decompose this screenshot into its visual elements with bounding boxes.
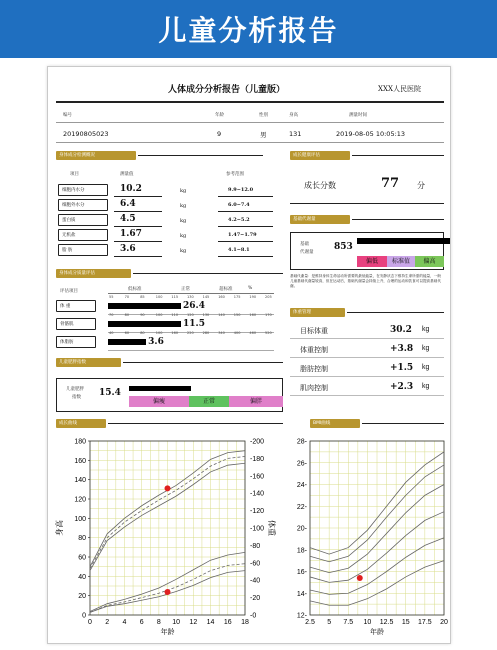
mf-scale-tick: 205 bbox=[265, 295, 272, 299]
mf-scale-tick: 120 bbox=[187, 313, 194, 317]
bc-row-range: 9.9~12.0 bbox=[228, 187, 254, 193]
y-tick-label: 18- bbox=[296, 547, 307, 555]
wm-row-unit: kg bbox=[422, 383, 430, 390]
wm-row-value: +1.5 bbox=[390, 363, 414, 373]
info-divider-2 bbox=[56, 142, 444, 143]
mf-scale-tick: 115 bbox=[171, 295, 179, 299]
y-right-tick-label: -180 bbox=[250, 455, 265, 463]
mf-scale-tick: 80 bbox=[124, 313, 130, 317]
obesity-level-bar bbox=[129, 386, 191, 391]
x-tick-label: 17.5 bbox=[418, 619, 432, 626]
mf-scale-tick: 175 bbox=[233, 295, 241, 299]
y-right-axis-label: 体重 bbox=[267, 520, 276, 536]
y-left-axis-label: 身高 bbox=[55, 520, 64, 536]
bc-col-reference: 参考范围 bbox=[226, 172, 244, 177]
info-value-sex: 男 bbox=[260, 131, 267, 139]
obesity-header: 儿童肥胖指数 bbox=[56, 358, 121, 367]
mf-scale-tick: 150 bbox=[233, 313, 241, 317]
banner-title: 儿童分析报告 bbox=[158, 14, 339, 47]
bc-row-underline bbox=[114, 196, 162, 197]
y-left-tick-label: 180 bbox=[74, 438, 86, 446]
bmr-chip-low: 偏低 bbox=[357, 256, 387, 267]
info-label-time: 测量时间 bbox=[349, 113, 367, 118]
section-rule bbox=[352, 219, 444, 220]
x-tick-label: 2 bbox=[105, 619, 110, 626]
section-rule bbox=[108, 423, 283, 424]
y-right-tick-label: -40 bbox=[250, 577, 261, 585]
mf-scale-tick: 190 bbox=[249, 295, 257, 299]
bmr-note: 基础代谢量：是维持身体生命活动所需要的最低能量，在安静状态下维持生命所需的能量，一般儿童基础代谢量较高，但在运动后，基础代谢量会持续上升，合理的运动和饮食可以提高基础代谢。 bbox=[290, 274, 441, 288]
mf-scale-tick: 70 bbox=[109, 313, 114, 317]
x-tick-label: 2.5 bbox=[305, 619, 315, 626]
bc-row-range-underline bbox=[218, 226, 273, 227]
wm-row-unit: kg bbox=[422, 326, 430, 333]
y-right-tick-label: -160 bbox=[250, 473, 265, 481]
mf-scale-tick: 40 bbox=[109, 331, 114, 335]
bmi-chart-header: BMI曲线 bbox=[310, 419, 360, 428]
x-axis-label: 年龄 bbox=[370, 629, 384, 636]
x-tick-label: 20 bbox=[440, 619, 448, 626]
mf-scale-tick: 100 bbox=[155, 295, 163, 299]
muscle-fat-header: 身体成分质量评估 bbox=[56, 269, 131, 278]
obesity-chip-fat: 偏胖 bbox=[229, 396, 283, 407]
bc-row-range-underline bbox=[218, 256, 273, 257]
bc-row-value: 1.67 bbox=[120, 229, 142, 239]
mf-scale-tick: 55 bbox=[109, 295, 114, 299]
info-value-age: 9 bbox=[217, 130, 222, 138]
x-tick-label: 10 bbox=[172, 619, 181, 626]
mf-scale-tick: 130 bbox=[187, 295, 194, 299]
bc-row-label: 蛋白质 bbox=[58, 214, 108, 226]
y-left-tick-label: 20 bbox=[78, 593, 86, 601]
bc-row-unit: kg bbox=[180, 233, 187, 239]
x-tick-label: 0 bbox=[88, 619, 92, 626]
mf-row-value: 26.4 bbox=[183, 301, 205, 311]
body-composition-header: 身体成分检测概况 bbox=[56, 151, 136, 160]
obesity-value: 15.4 bbox=[99, 388, 121, 398]
x-axis-label: 年龄 bbox=[160, 629, 175, 636]
x-tick-label: 8 bbox=[156, 619, 161, 626]
growth-score-unit: 分 bbox=[417, 181, 425, 190]
growth-score-value: 77 bbox=[381, 176, 400, 191]
x-tick-label: 4 bbox=[122, 619, 127, 626]
y-right-tick-label: -80 bbox=[250, 542, 261, 550]
y-left-tick-label: 100 bbox=[74, 515, 86, 523]
obesity-box bbox=[56, 378, 283, 412]
mf-scale-tick: 170 bbox=[265, 313, 272, 317]
y-right-tick-label: -20 bbox=[250, 595, 261, 603]
child-point bbox=[165, 589, 171, 595]
bc-row-value: 6.4 bbox=[120, 199, 136, 209]
wm-row-value: +2.3 bbox=[390, 382, 414, 392]
section-rule bbox=[133, 273, 283, 274]
wm-row-rule bbox=[290, 376, 444, 377]
mf-row-label: 体脂肪 bbox=[56, 336, 96, 348]
section-rule bbox=[352, 155, 444, 156]
y-right-tick-label: -200 bbox=[250, 438, 265, 446]
y-left-tick-label: 160 bbox=[74, 457, 86, 465]
section-rule bbox=[362, 423, 444, 424]
x-tick-label: 6 bbox=[139, 619, 144, 626]
bc-row-range-underline bbox=[218, 241, 273, 242]
mf-scale-tick: 85 bbox=[140, 295, 145, 299]
y-tick-label: 28- bbox=[296, 438, 307, 446]
report-title: 人体成分分析报告（儿童版） bbox=[168, 85, 286, 95]
y-left-tick-label: 0 bbox=[82, 612, 86, 620]
y-right-tick-label: -60 bbox=[250, 560, 261, 568]
bc-row-range-underline bbox=[218, 211, 273, 212]
growth-score-label: 成长分数 bbox=[304, 181, 336, 190]
bc-row-range-underline bbox=[218, 196, 273, 197]
info-value-height: 131 bbox=[289, 130, 302, 138]
y-tick-label: 20- bbox=[296, 525, 307, 533]
bmi-chart bbox=[280, 433, 450, 644]
bmr-header: 基础代谢量 bbox=[290, 215, 350, 224]
mf-scale-tick: 60 bbox=[124, 331, 130, 335]
x-tick-label: 18 bbox=[241, 619, 249, 626]
bc-row-range: 6.0~7.4 bbox=[228, 202, 250, 208]
bc-col-measured: 测量值 bbox=[120, 172, 134, 177]
mf-scale-tick: 100 bbox=[155, 313, 163, 317]
child-point bbox=[357, 575, 363, 581]
bc-col-item: 项目 bbox=[70, 172, 79, 177]
x-tick-label: 12 bbox=[189, 619, 198, 626]
mf-scale-tick: 160 bbox=[171, 331, 179, 335]
wm-row-rule bbox=[290, 395, 444, 396]
mf-scale-tick: 70 bbox=[124, 295, 130, 299]
x-tick-label: 16 bbox=[223, 619, 232, 626]
hospital-name: XXX人民医院 bbox=[378, 85, 421, 93]
obesity-label-2: 指数 bbox=[72, 395, 81, 400]
mf-scale-tick: 460 bbox=[249, 331, 257, 335]
info-label-height: 身高 bbox=[289, 113, 298, 118]
mf-scale-tick: 130 bbox=[202, 313, 210, 317]
section-rule bbox=[123, 362, 283, 363]
mf-row-label: 骨骼肌 bbox=[56, 318, 96, 330]
wm-row-unit: kg bbox=[422, 345, 430, 352]
obesity-chip-thin: 偏瘦 bbox=[129, 396, 189, 407]
wm-row-label: 体重控制 bbox=[300, 346, 328, 354]
bc-row-value: 3.6 bbox=[120, 244, 136, 254]
y-right-tick-label: -140 bbox=[250, 490, 265, 498]
wm-row-rule bbox=[290, 338, 444, 339]
obesity-chip-normal: 正常 bbox=[189, 396, 229, 407]
bmr-label-2: 代谢量 bbox=[300, 250, 314, 255]
table-rule bbox=[108, 293, 274, 294]
mf-row-label: 体 重 bbox=[56, 300, 96, 312]
report-sheet bbox=[47, 66, 451, 644]
y-left-tick-label: 140 bbox=[74, 477, 86, 485]
mf-row-rule bbox=[108, 350, 274, 351]
y-tick-label: 26- bbox=[296, 460, 307, 468]
mf-scale-tick: 160 bbox=[249, 313, 257, 317]
bc-row-range: 4.2~5.2 bbox=[228, 217, 250, 223]
mf-scale-tick: 280 bbox=[202, 331, 210, 335]
y-tick-label: 24- bbox=[296, 482, 307, 489]
bc-row-label: 细胞外水分 bbox=[58, 199, 108, 211]
wm-row-label: 脂肪控制 bbox=[300, 365, 328, 373]
mf-level-bar bbox=[108, 321, 181, 327]
x-tick-label: 15 bbox=[401, 619, 410, 626]
mf-scale-tick: 520 bbox=[265, 331, 272, 335]
section-rule bbox=[138, 155, 263, 156]
bmr-chip-high: 偏高 bbox=[415, 256, 444, 267]
bc-row-label: 无机盐 bbox=[58, 229, 108, 241]
growth-chart bbox=[50, 433, 276, 644]
growth-score-header: 成长健康评估 bbox=[290, 151, 350, 160]
info-value-id: 20190805023 bbox=[63, 130, 109, 138]
x-tick-label: 10 bbox=[363, 619, 372, 626]
bc-row-range: 1.47~1.79 bbox=[228, 232, 257, 238]
growth-chart-header: 成长曲线 bbox=[56, 419, 106, 428]
y-tick-label: 22- bbox=[296, 503, 307, 511]
x-tick-label: 5 bbox=[327, 619, 332, 626]
mf-scale-tick: 100 bbox=[155, 331, 163, 335]
banner bbox=[0, 0, 497, 58]
bc-row-underline bbox=[114, 241, 162, 242]
bc-row-unit: kg bbox=[180, 203, 187, 209]
bc-row-value: 10.2 bbox=[120, 184, 142, 194]
wm-row-unit: kg bbox=[422, 364, 430, 371]
x-tick-label: 12.5 bbox=[379, 619, 394, 626]
section-rule bbox=[290, 203, 444, 204]
mf-scale-tick: 80 bbox=[140, 331, 145, 335]
info-value-time: 2019-08-05 10:05:13 bbox=[336, 130, 406, 138]
mf-level-bar bbox=[108, 339, 146, 345]
bc-row-underline bbox=[114, 226, 162, 227]
mf-row-value: 11.5 bbox=[183, 319, 205, 329]
mf-scale-tick: 340 bbox=[218, 331, 225, 335]
bc-row-unit: kg bbox=[180, 188, 187, 194]
weight-mgmt-header: 体重管理 bbox=[290, 308, 345, 317]
x-tick-label: 14 bbox=[206, 619, 215, 626]
mf-row-value: 3.6 bbox=[148, 337, 164, 347]
bmr-level-bar bbox=[357, 238, 451, 244]
info-label-age: 年龄 bbox=[215, 113, 224, 118]
x-tick-label: 7.5 bbox=[343, 619, 354, 626]
bc-row-underline bbox=[114, 211, 162, 212]
y-left-tick-label: 60 bbox=[78, 554, 86, 562]
mf-scale-tick: 400 bbox=[233, 331, 241, 335]
y-left-tick-label: 80 bbox=[78, 535, 86, 543]
bc-row-unit: kg bbox=[180, 248, 187, 254]
mf-level-bar bbox=[108, 303, 181, 309]
wm-row-value: 30.2 bbox=[390, 325, 412, 335]
mf-scale-tick: 145 bbox=[202, 295, 210, 299]
mf-scale-tick: 160 bbox=[218, 295, 225, 299]
section-rule bbox=[347, 312, 444, 313]
y-right-tick-label: -0 bbox=[250, 612, 257, 620]
bmr-label-1: 基础 bbox=[300, 242, 309, 247]
obesity-label-1: 儿童肥胖 bbox=[66, 387, 84, 392]
y-tick-label: 16- bbox=[296, 569, 307, 576]
y-left-tick-label: 120 bbox=[74, 496, 86, 504]
mf-scale-tick: 110 bbox=[171, 313, 179, 317]
mf-col-item: 评估项目 bbox=[60, 289, 78, 294]
bmr-chip-normal: 标准值 bbox=[387, 256, 415, 267]
y-right-tick-label: -100 bbox=[250, 525, 265, 533]
info-label-sex: 性别 bbox=[259, 113, 268, 118]
bc-row-unit: kg bbox=[180, 218, 187, 224]
info-divider bbox=[56, 122, 444, 123]
title-divider bbox=[56, 101, 444, 103]
wm-row-label: 肌肉控制 bbox=[300, 384, 328, 392]
mf-scale-tick: 140 bbox=[218, 313, 225, 317]
mf-scale-tick: 90 bbox=[140, 313, 145, 317]
mf-col-pct: % bbox=[248, 286, 253, 291]
bc-row-value: 4.5 bbox=[120, 214, 136, 224]
wm-row-value: +3.8 bbox=[390, 344, 414, 354]
y-tick-label: 12- bbox=[296, 612, 307, 620]
mf-col-high: 超标准 bbox=[219, 287, 233, 292]
bc-row-range: 4.1~8.1 bbox=[228, 247, 250, 253]
bmr-box bbox=[290, 232, 444, 270]
y-tick-label: 14- bbox=[296, 590, 307, 598]
y-right-tick-label: -120 bbox=[250, 508, 265, 516]
mf-col-normal: 正常 bbox=[181, 287, 190, 292]
y-left-tick-label: 40 bbox=[78, 573, 86, 581]
info-label-id: 编号 bbox=[63, 113, 72, 118]
mf-scale-tick: 220 bbox=[187, 331, 194, 335]
wm-row-label: 目标体重 bbox=[300, 327, 328, 335]
bmr-value: 853 bbox=[334, 242, 353, 252]
mf-col-low: 低标准 bbox=[128, 287, 142, 292]
bc-row-label: 细胞内水分 bbox=[58, 184, 108, 196]
child-point bbox=[165, 485, 171, 491]
bc-row-underline bbox=[114, 256, 162, 257]
wm-row-rule bbox=[290, 357, 444, 358]
bc-row-label: 脂 肪 bbox=[58, 244, 108, 256]
